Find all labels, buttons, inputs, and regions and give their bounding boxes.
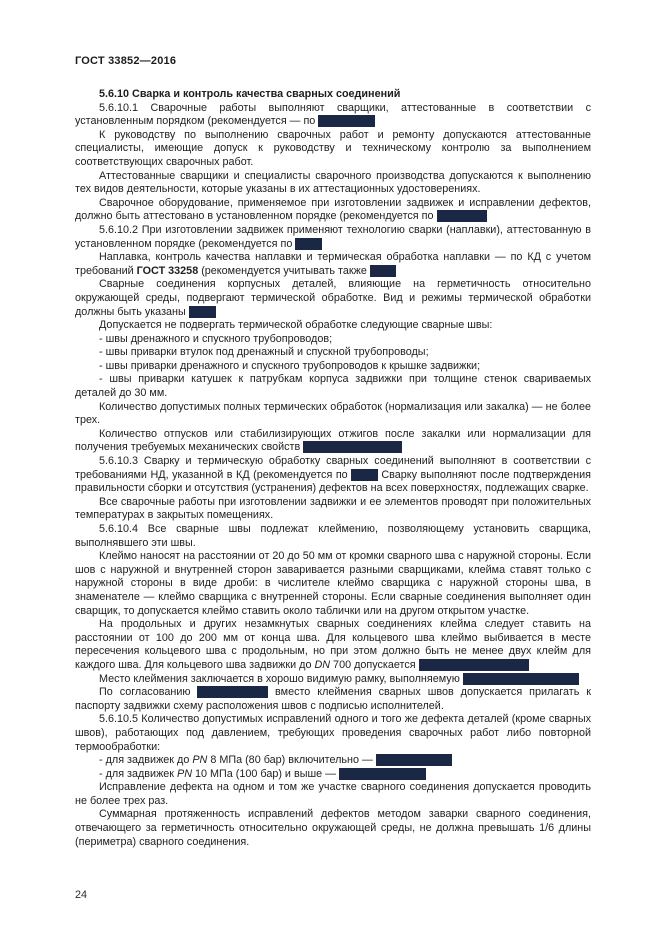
- standard-reference: ГОСТ 33258: [136, 264, 199, 277]
- redacted-text: [23] и [24]).: [319, 115, 374, 128]
- text-segment: На продольных и других незамкнутых сварных соединениях клейма следует ставить на расстоянии от 100 до 200 мм от конца шва. Для кольцевого шва клеймо выбивается в месте пересечения кольцевого шва с продольным, но при этом должно быть не менее двух клейм для каждого шва. Для кольцевого шва задвижки до: [75, 618, 591, 671]
- text-segment: - швы приварки катушек к патрубкам корпуса задвижки при толщине стенок свариваемых деталей до 30 мм.: [75, 373, 591, 400]
- list-item: [75, 360, 591, 374]
- paragraph: [75, 428, 591, 455]
- text-segment: К руководству по выполнению сварочных работ и ремонту допускаются аттестованные специалисты, имеющие допуск к руководству и техническому контролю за выполнением соответствующих сварочных работ.: [75, 128, 591, 168]
- text-segment: 5.6.10.4 Все сварные швы подлежат клеймению, позволяющему установить сварщика, выполнявшего эти швы.: [75, 523, 591, 549]
- redacted-text: с заказчиком: [198, 686, 268, 699]
- text-segment: Аттестованные сварщики и специалисты сварочного производства допускаются к выполнению тех видов деятельности, которые указаны в их аттестационных удостоверениях.: [75, 169, 591, 196]
- text-segment: 5.6.10.3 Сварку и термическую обработку сварных соединений выполняют в соответствии с требованиями НД, указанной в КД (рекомендуется по: [75, 455, 591, 481]
- italic-designation: DN: [314, 658, 331, 671]
- text-segment: Клеймо наносят на расстоянии от 20 до 50 мм от кромки сварного шва с наружной стороны. Если шов с наружной и внутренней сторон заваривается разными сварщиками, клейма ставят только с наружной стороны в виде дроби: в числителе клеймо сварщика с наружной стороны шва, в знаменателе — клеймо сварщика с внутренней стороны. Если сварные соединения выполняет один сварщик, то допускается клеймо ставить около таблички или на другом открытом участке.: [75, 550, 591, 617]
- paragraph: [75, 686, 591, 713]
- text-segment: Допускается не подвергать термической обработке следующие сварные швы:: [99, 319, 493, 332]
- text-segment: Исправление дефекта на одном и том же участке сварного соединения допускается проводить не более трех раз.: [75, 781, 591, 807]
- text-segment: Сварные соединения корпусных деталей, влияющие на герметичность относительно окружающей среды, подвергают термической обработке. Вид и режимы термической обработки должны быть указаны: [75, 278, 591, 318]
- text-segment: - швы дренажного и спускного трубопроводов;: [99, 332, 333, 345]
- text-segment: Наплавка, контроль качества наплавки и термическая обработка наплавки — по КД с учетом требований: [75, 251, 591, 277]
- paragraph: [75, 713, 591, 754]
- paragraph: [75, 496, 591, 523]
- redacted-text: несмываемой краской.: [463, 672, 579, 685]
- text-segment: 5.6.10.1 Сварочные работы выполняют сварщики, аттестованные в соответствии с установленным порядком (рекомендуется — по: [75, 101, 591, 128]
- paragraph: [75, 455, 591, 496]
- paragraph: [75, 550, 591, 618]
- text-segment: 5.6.10.2 При изготовлении задвижек применяют технологию сварки (наплавки), аттестованную в установленном порядке (рекомендуется по: [75, 223, 591, 250]
- italic-designation: PN: [192, 754, 208, 767]
- paragraph: [75, 781, 591, 808]
- section-heading: [75, 88, 591, 102]
- text-segment: (рекомендуется учитывать также: [198, 264, 370, 277]
- paragraph: [75, 251, 591, 278]
- text-segment: вместо клеймения сварных швов допускается прилагать к паспорту задвижки схему расположения швов с подписью исполнителей.: [75, 686, 592, 712]
- paragraph: [75, 673, 591, 687]
- redacted-text: [26]).: [296, 237, 321, 250]
- list-item: [75, 768, 591, 782]
- text-segment: Суммарная протяженность исправлений дефектов методом заварки сварного соединения, отвечающего за герметичность относительно окружающей среды, не должна превышать 1/6 длины (периметра) сварного соединения.: [75, 808, 591, 848]
- text-segment: - швы приварки втулок под дренажный и спускной трубопроводы;: [99, 346, 429, 359]
- redacted-text: в ТД.: [189, 305, 216, 318]
- paragraph: [75, 618, 591, 672]
- paragraph: [75, 278, 591, 319]
- redacted-text: не ограничивается.: [304, 441, 402, 454]
- text-segment: 8 МПа (80 бар) включительно —: [207, 754, 376, 767]
- text-segment: Все сварочные работы при изготовлении задвижки и ее элементов проводят при положительных температурах в закрытых помещениях.: [75, 495, 591, 522]
- paragraph: [75, 808, 591, 849]
- paragraph: [75, 102, 591, 129]
- paragraph: [75, 170, 591, 197]
- list-item: [75, 373, 591, 400]
- text-segment: Место клеймения заключается в хорошо видимую рамку, выполняемую: [99, 672, 463, 685]
- text-segment: Количество допустимых полных термических обработок (нормализация или закалка) — не более трех.: [75, 400, 591, 427]
- text-segment: - для задвижек до: [99, 754, 193, 767]
- text-segment: Количество отпусков или стабилизирующих отжигов после закалки или нормализации для получения требуемых механических свойств: [75, 427, 591, 454]
- paragraph: [75, 129, 591, 170]
- paragraph: [75, 319, 591, 333]
- text-segment: 5.6.10 Сварка и контроль качества сварных соединений: [99, 88, 401, 100]
- list-item: [75, 754, 591, 768]
- document-standard-number: ГОСТ 33852—2016: [75, 55, 177, 67]
- italic-designation: PN: [177, 767, 193, 780]
- text-segment: - швы приварки дренажного и спускного трубопроводов к крышке задвижки;: [99, 359, 481, 372]
- text-segment: - для задвижек: [99, 767, 178, 780]
- paragraph: [75, 523, 591, 550]
- redacted-text: [27]).: [370, 264, 396, 277]
- list-item: [75, 333, 591, 347]
- redacted-text: [18], [25]).: [437, 210, 487, 223]
- text-segment: 5.6.10.5 Количество допустимых исправлений одного и того же дефекта деталей (кроме сварных швов), работающих под давлением, требующих проведения сварочных работ либо повторной термообработки:: [75, 713, 591, 753]
- redacted-text: ставить одно клеймо.: [419, 658, 528, 671]
- paragraph: [75, 401, 591, 428]
- text-segment: 10 МПа (100 бар) и выше —: [192, 767, 339, 780]
- text-segment: Сварку выполняют после подтверждения правильности сборки и отсутствия (устранения) дефектов на всех поверхностях, подлежащих сварке.: [75, 468, 592, 495]
- paragraph: [75, 197, 591, 224]
- list-item: [75, 346, 591, 360]
- redacted-text: не более двух;: [376, 754, 451, 767]
- redacted-text: [28]).: [352, 468, 377, 481]
- text-segment: По согласованию: [99, 686, 198, 699]
- page-number: 24: [75, 889, 88, 901]
- text-segment: Сварочное оборудование, применяемое при изготовлении задвижек и исправлении дефектов, должно быть аттестовано в установленном порядке (рекомендуется по: [75, 196, 591, 223]
- text-segment: 700 допускается: [330, 658, 419, 671]
- redacted-text: не более одного.: [339, 767, 425, 780]
- paragraph: [75, 224, 591, 251]
- document-body: [75, 88, 591, 849]
